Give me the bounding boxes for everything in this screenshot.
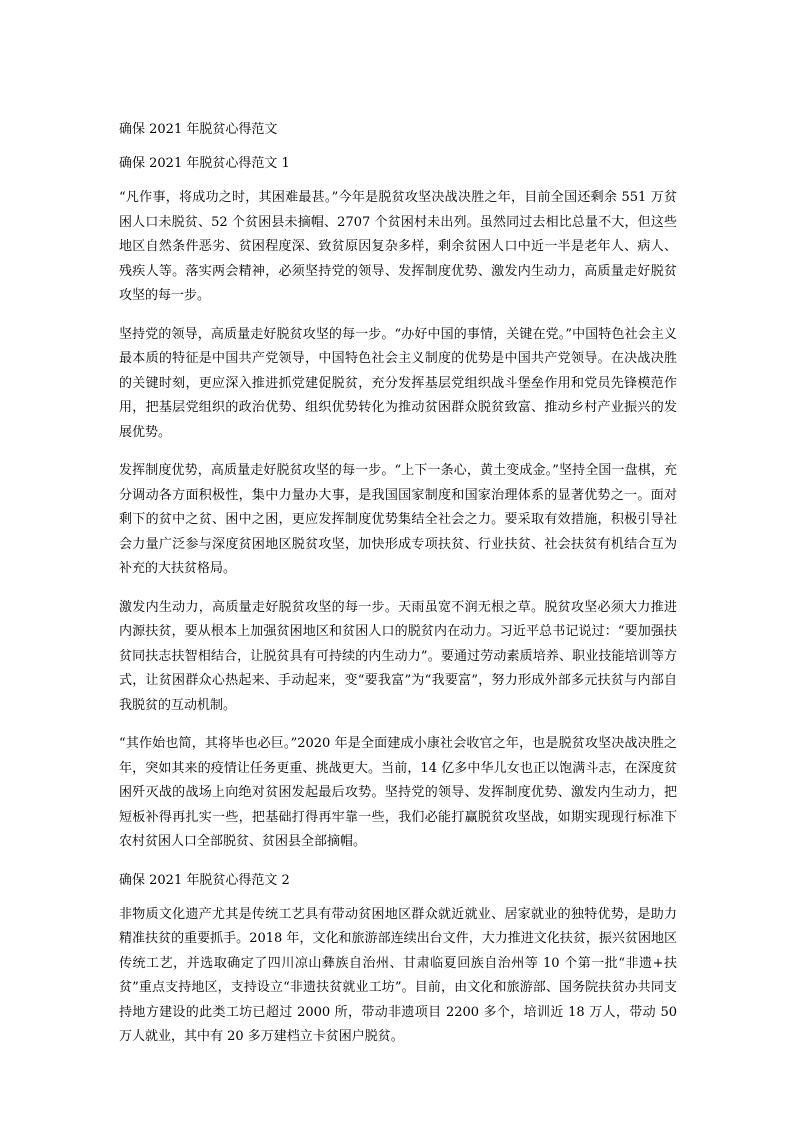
paragraph: 非物质文化遗产尤其是传统工艺具有带动贫困地区群众就近就业、居家就业的独特优势，是助力精准扶贫的重要抓手。2018 年，文化和旅游部连续出台文件，大力推进文化扶贫，振兴贫困地区传统工艺，并选取确定了四川凉山彝族自治州、甘肃临夏回族自治州等 10 个第一批“非遗+扶贫”重点支持地区，支持设立“非遗扶贫就业工坊”。目前，由文化和旅游部、国务院扶贫办共同支持地方建设的此类工坊已超过 2000 所，带动非遗项目 2200 多个，培训近 18 万人，带动 50 万人就业，其中有 20 多万建档立卡贫困户脱贫。 — [119, 906, 677, 1044]
section-2 — [119, 869, 677, 1050]
paragraph: 发挥制度优势，高质量走好脱贫攻坚的每一步。“上下一条心，黄土变成金。”坚持全国一盘棋，充分调动各方面积极性，集中力量办大事，是我国国家制度和国家治理体系的显著优势之一。面对剩下的贫中之贫、困中之困，更应发挥制度优势集结全社会之力。要采取有效措施，积极引导社会力量广泛参与深度贫困地区脱贫攻坚，加快形成专项扶贫、行业扶贫、社会扶贫有机结合互为补充的大扶贫格局。 — [119, 463, 677, 576]
paragraph: “其作始也简，其将毕也必巨。”2020 年是全面建成小康社会收官之年，也是脱贫攻坚决战决胜之年，突如其来的疫情让任务更重、挑战更大。当前，14 亿多中华儿女也正以饱满斗志，在深度贫困歼灭战的战场上向绝对贫困发起最后攻势。坚持党的领导、发挥制度优势、激发内生动力，把短板补得再扎实一些，把基础打得再牢靠一些，我们必能打赢脱贫攻坚战，如期实现现行标准下农村贫困人口全部脱贫、贫困县全部摘帽。 — [119, 736, 677, 849]
section-1 — [119, 152, 677, 855]
document-page — [119, 118, 677, 1064]
section-heading: 确保 2021 年脱贫心得范文 1 — [119, 156, 290, 171]
paragraph: “凡作事，将成功之时，其困难最甚。”今年是脱贫攻坚决战决胜之年，目前全国还剩余 551 万贫困人口未脱贫、52 个贫困县未摘帽、2707 个贫困村未出列。虽然同过去相比总量不大，但这些地区自然条件恶劣、贫困程度深、致贫原因复杂多样，剩余贫困人口中近一半是老年人、病人、残疾人等。落实两会精神，必须坚持党的领导、发挥制度优势、激发内生动力，高质量走好脱贫攻坚的每一步。 — [119, 190, 677, 303]
paragraph: 坚持党的领导，高质量走好脱贫攻坚的每一步。“办好中国的事情，关键在党。”中国特色社会主义最本质的特征是中国共产党领导，中国特色社会主义制度的优势是中国共产党领导。在决战决胜的关键时刻，更应深入推进抓党建促脱贫，充分发挥基层党组织战斗堡垒作用和党员先锋模范作用，把基层党组织的政治优势、组织优势转化为推动贫困群众脱贫致富、推动乡村产业振兴的发展优势。 — [119, 326, 677, 440]
section-heading: 确保 2021 年脱贫心得范文 2 — [119, 872, 290, 888]
paragraph: 激发内生动力，高质量走好脱贫攻坚的每一步。天雨虽宽不润无根之草。脱贫攻坚必须大力推进内源扶贫，要从根本上加强贫困地区和贫困人口的脱贫内在动力。习近平总书记说过：“要加强扶贫同扶志扶智相结合，让脱贫具有可持续的内生动力”。要通过劳动素质培养、职业技能培训等方式，让贫困群众心热起来、手动起来，变“要我富”为“我要富”，努力形成外部多元扶贫与内部自我脱贫的互动机制。 — [119, 599, 677, 713]
document-title: 确保 2021 年脱贫心得范文 — [119, 122, 278, 137]
